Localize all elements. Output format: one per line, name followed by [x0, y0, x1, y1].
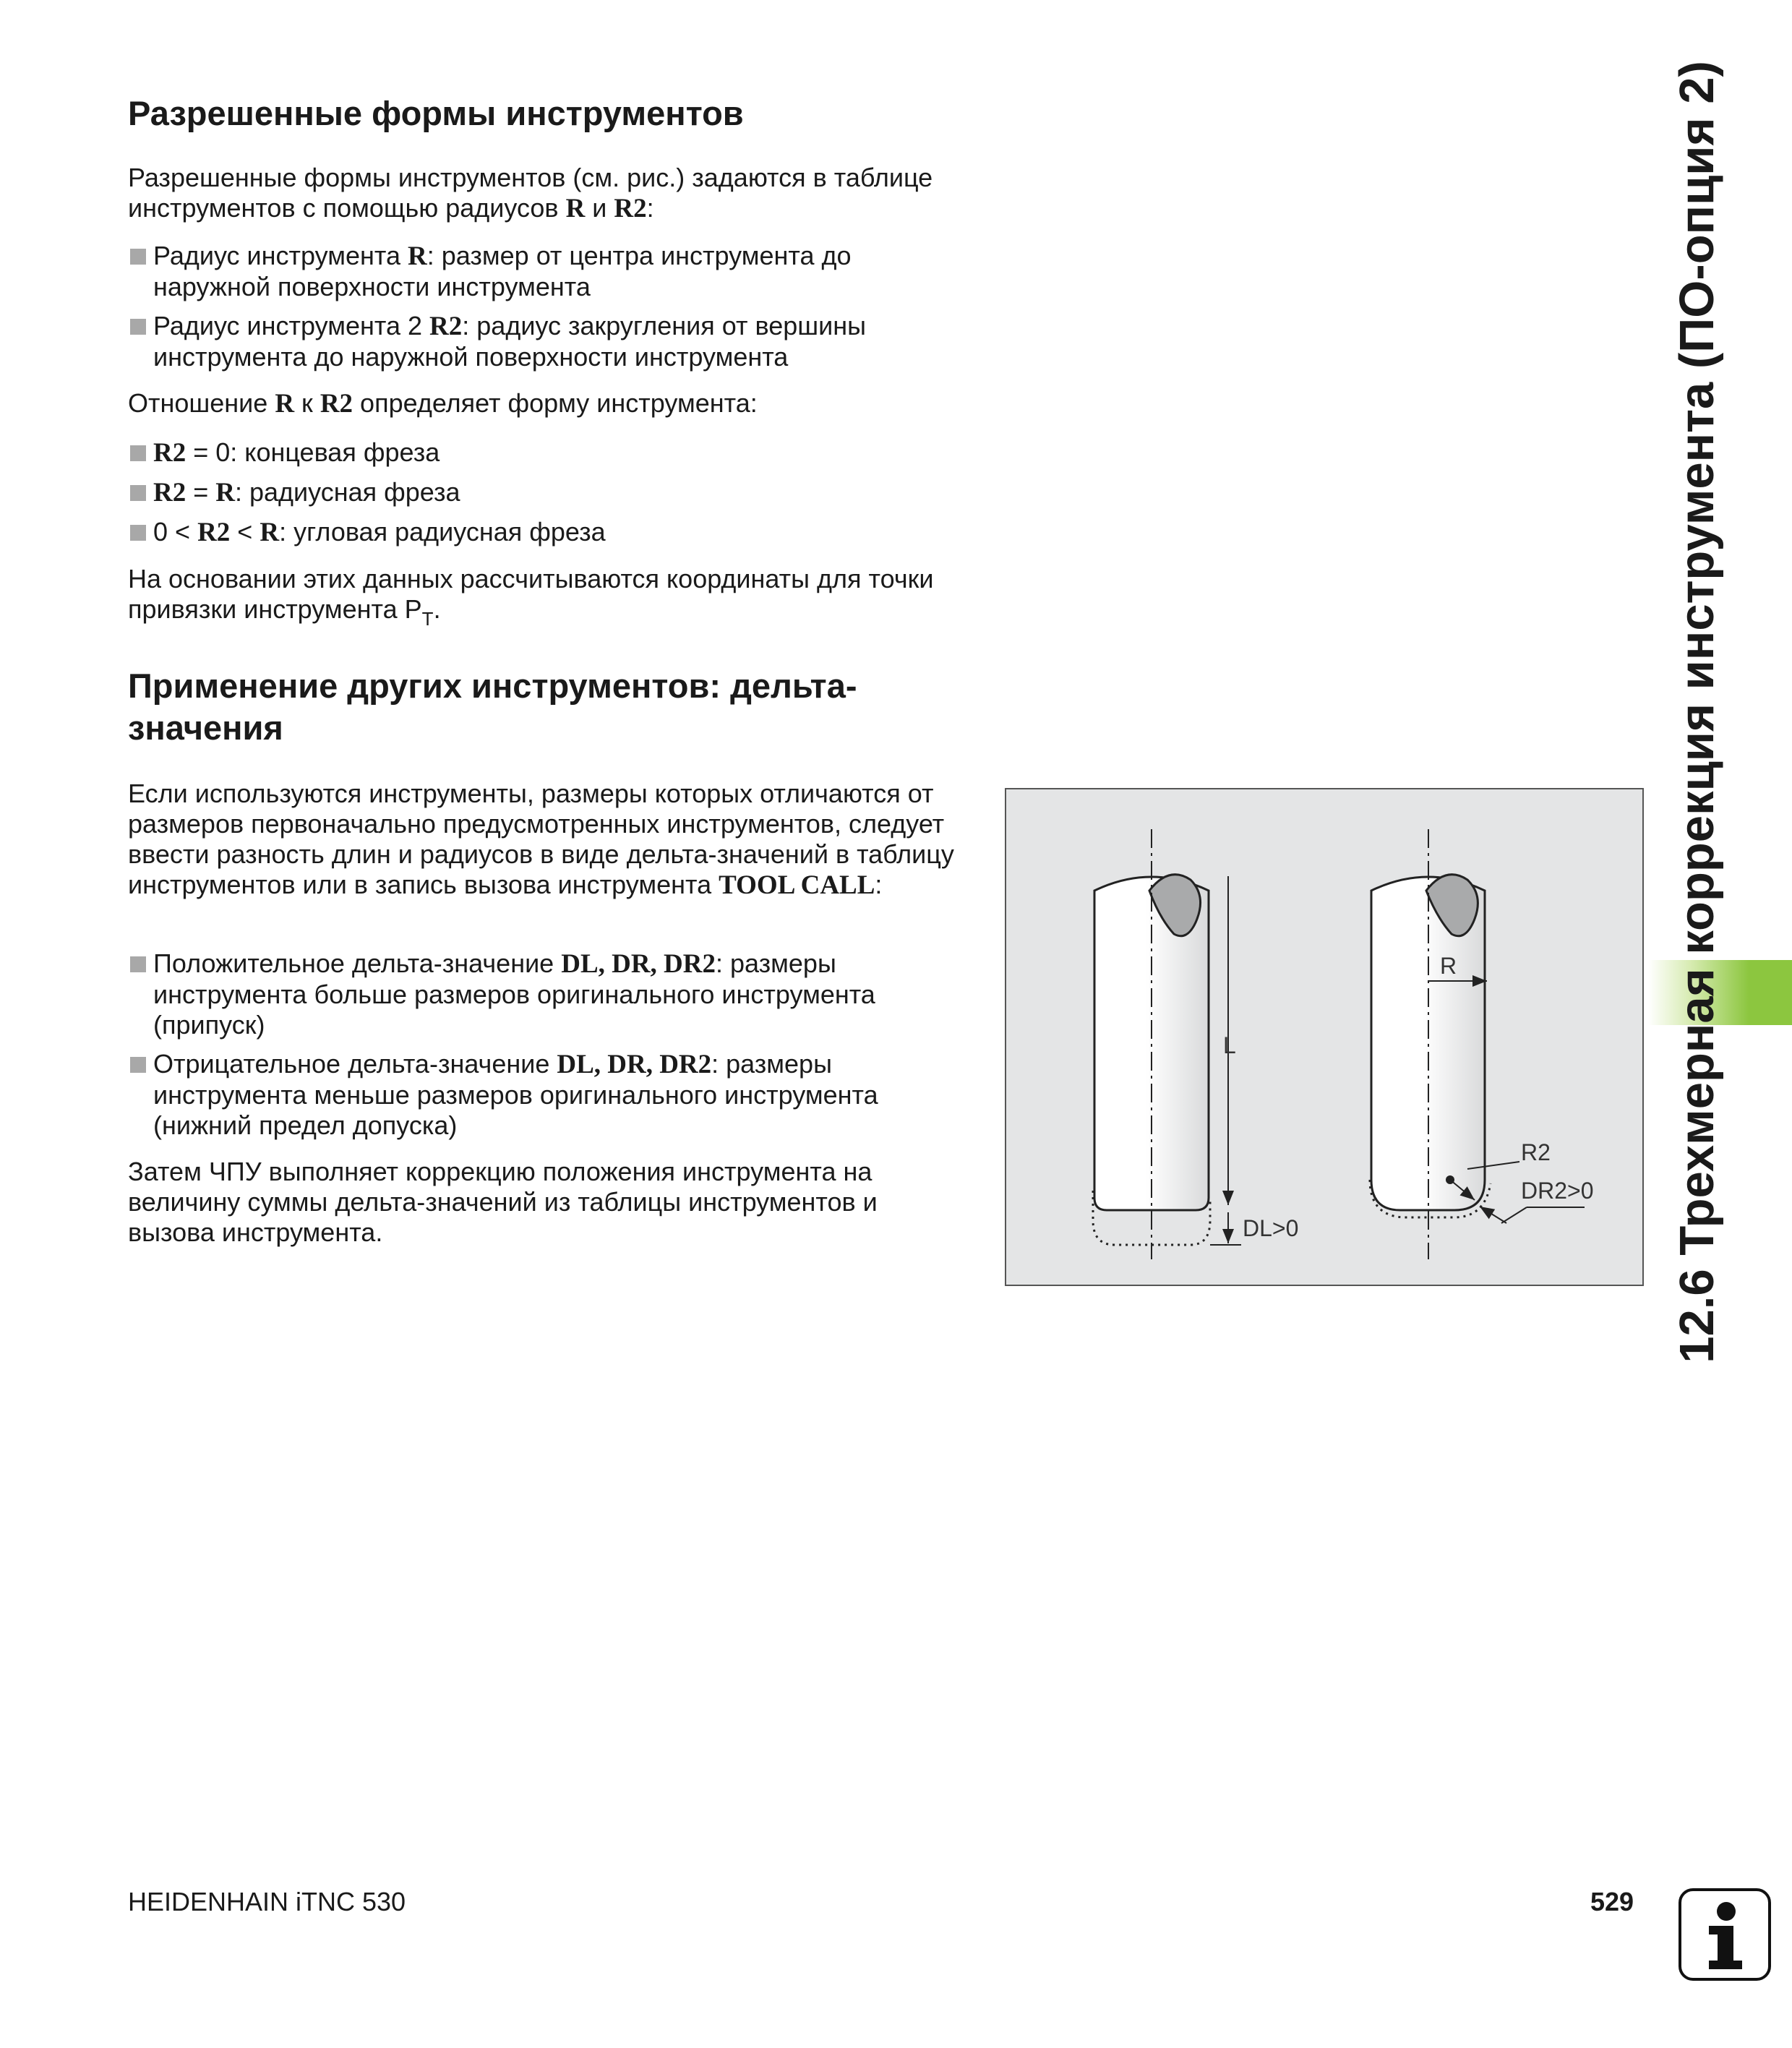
list-item: Отрицательное дельта-значение DL, DR, DR2: размеры инструмента меньше размеров оригинального инструмента (нижний предел допуска)	[128, 1049, 966, 1141]
tool-diagram	[1006, 789, 1642, 1285]
footer-product-name: HEIDENHAIN iTNC 530	[128, 1887, 406, 1916]
section-heading-delta-values: Применение других инструментов: дельта-значения	[128, 667, 857, 747]
tool-dimensions-figure	[1005, 788, 1644, 1286]
info-icon	[1679, 1888, 1771, 1981]
label-r2: R2	[1521, 1139, 1551, 1165]
label-l: L	[1223, 1032, 1236, 1058]
delta-values-list	[128, 948, 966, 1141]
ratio-paragraph: Отношение R к R2 определяет форму инструмента:	[128, 388, 758, 419]
tool-shapes-list	[128, 437, 966, 548]
reference-point-paragraph: На основании этих данных рассчитываются координаты для точки привязки инструмента $P_T$.	[128, 564, 934, 630]
label-dl: DL>0	[1243, 1215, 1299, 1241]
list-item: 0 < R2 < R: угловая радиусная фреза	[128, 517, 966, 548]
list-item: Положительное дельта-значение DL, DR, DR2: размеры инструмента больше размеров оригинального инструмента (припуск)	[128, 948, 966, 1040]
page-number: 529	[1590, 1887, 1634, 1916]
list-item: Радиус инструмента 2 R2: радиус закругления от вершины инструмента до наружной поверхности инструмента	[128, 311, 966, 372]
label-r: R	[1440, 953, 1457, 979]
list-item: R2 = R: радиусная фреза	[128, 477, 966, 508]
list-item: R2 = 0: концевая фреза	[128, 437, 966, 468]
radius-definitions-list	[128, 241, 966, 372]
chapter-sidebar	[1647, 0, 1748, 1417]
allowed-shapes-intro: Разрешенные формы инструментов (см. рис.) задаются в таблице инструментов с помощью радиусов R и R2:	[128, 163, 933, 223]
section-heading-allowed-shapes: Разрешенные формы инструментов	[128, 94, 744, 132]
end-mill-drawing	[1093, 829, 1241, 1259]
delta-closing-paragraph: Затем ЧПУ выполняет коррекцию положения инструмента на величину суммы дельта-значений из таблицы инструментов и вызова инструмента.	[128, 1157, 878, 1247]
label-dr2: DR2>0	[1521, 1178, 1594, 1204]
list-item: Радиус инструмента R: размер от центра инструмента до наружной поверхности инструмента	[128, 241, 966, 302]
chapter-title: 12.6 Трехмерная коррекция инструмента (ПО-опция 2)	[1670, 61, 1724, 1363]
delta-intro-paragraph: Если используются инструменты, размеры которых отличаются от размеров первоначально предусмотренных инструментов, следует ввести разность длин и радиусов в виде дельта-значений в таблицу инструментов или в запись вызова инструмента TOOL CALL:	[128, 779, 954, 900]
